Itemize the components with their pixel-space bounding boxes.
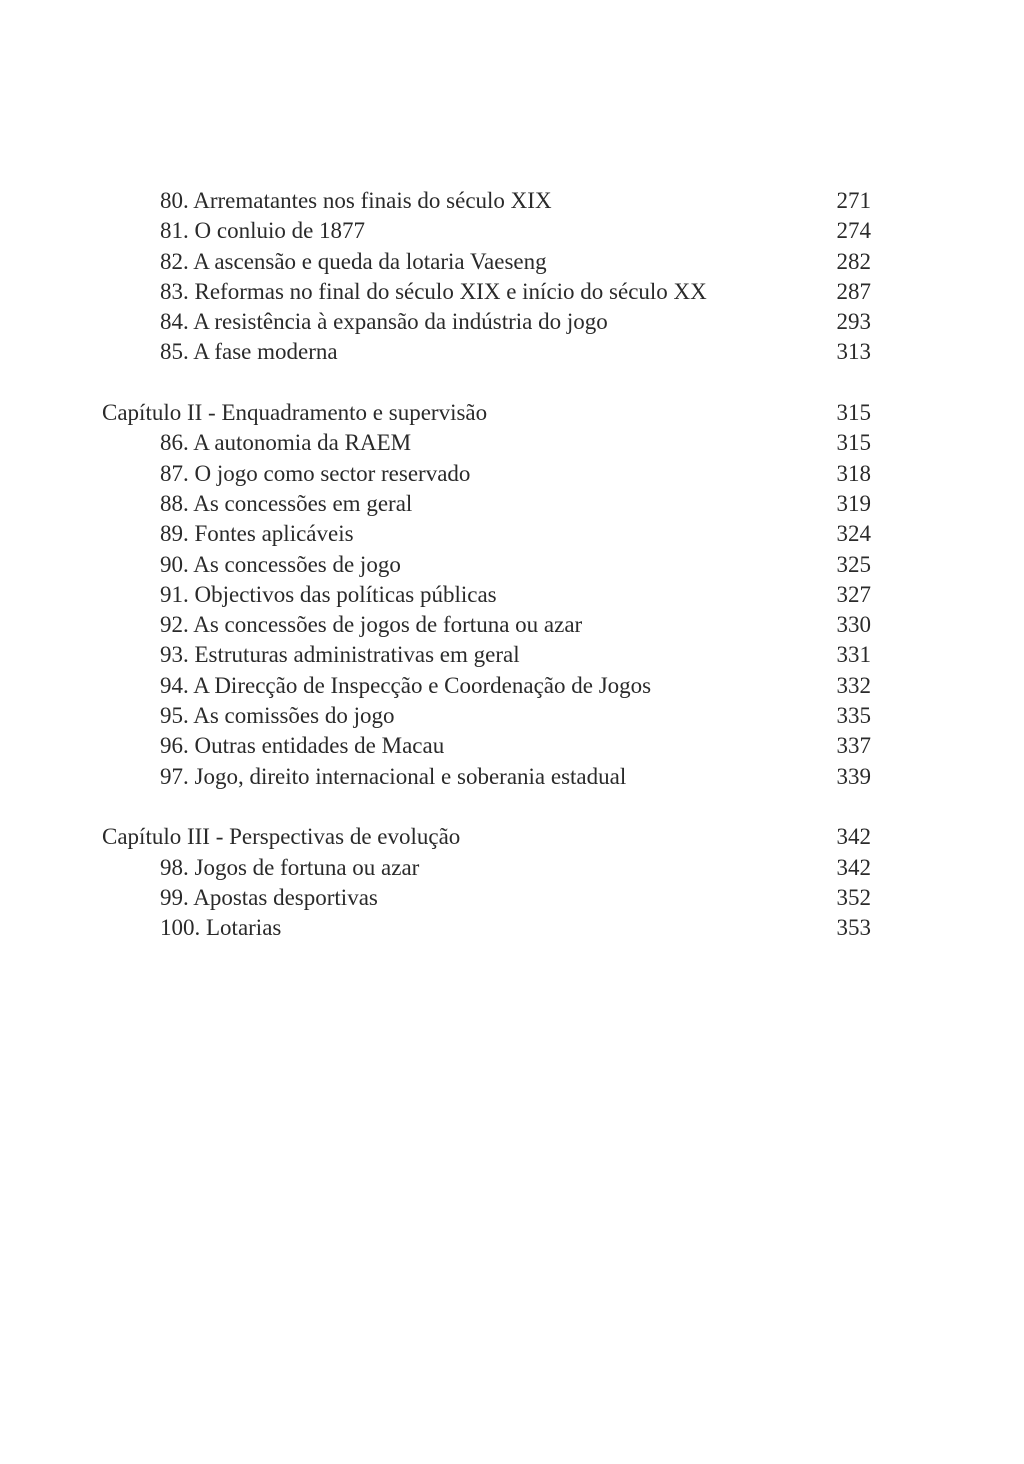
toc-entry-title: 80. Arrematantes nos finais do século XIX bbox=[160, 188, 552, 213]
toc-entry-page: 335 bbox=[836, 703, 871, 729]
toc-entry-page: 330 bbox=[836, 612, 871, 638]
toc-entry-100 bbox=[0, 913, 1024, 943]
toc-entry-91 bbox=[0, 580, 1024, 610]
toc-entry-86 bbox=[0, 428, 1024, 458]
toc-entry-page: 325 bbox=[836, 551, 871, 577]
toc-entry-97 bbox=[0, 762, 1024, 792]
toc-entry-page: 324 bbox=[836, 521, 871, 547]
toc-entry-title: 86. A autonomia da RAEM bbox=[160, 430, 412, 456]
toc-entry-page: 342 bbox=[836, 854, 871, 880]
toc-entry-page: 318 bbox=[836, 460, 871, 486]
toc-entry-title: 83. Reformas no final do século XIX e início do século XX bbox=[160, 278, 707, 304]
toc-chapter-title: Capítulo II - Enquadramento e supervisão bbox=[102, 400, 488, 426]
table-of-contents bbox=[0, 186, 1024, 943]
toc-entry-89 bbox=[0, 519, 1024, 549]
toc-entry-page: 315 bbox=[836, 430, 871, 456]
toc-entry-87 bbox=[0, 459, 1024, 489]
toc-entry-82 bbox=[0, 247, 1024, 277]
toc-entry-page: 274 bbox=[836, 218, 871, 244]
toc-entry-90 bbox=[0, 550, 1024, 580]
toc-entry-title: 95. As comissões do jogo bbox=[160, 703, 395, 729]
toc-entry-85 bbox=[0, 337, 1024, 367]
toc-entry-title: 92. As concessões de jogos de fortuna ou azar bbox=[160, 612, 583, 638]
toc-entry-title: 90. As concessões de jogo bbox=[160, 551, 401, 577]
toc-entry-page: 352 bbox=[836, 884, 871, 910]
toc-entry-page: 339 bbox=[836, 763, 871, 789]
toc-entry-92 bbox=[0, 610, 1024, 640]
toc-chapter-page: 315 bbox=[836, 400, 871, 426]
toc-entry-80 bbox=[0, 186, 1024, 216]
toc-entry-84 bbox=[0, 307, 1024, 337]
toc-entry-title: 82. A ascensão e queda da lotaria Vaeseng bbox=[160, 248, 547, 274]
toc-entry-94 bbox=[0, 671, 1024, 701]
toc-entry-81 bbox=[0, 216, 1024, 246]
toc-entry-page: 332 bbox=[836, 672, 871, 698]
toc-entry-page: 293 bbox=[836, 309, 871, 335]
toc-entry-title: 89. Fontes aplicáveis bbox=[160, 521, 354, 547]
toc-entry-page: 331 bbox=[836, 642, 871, 668]
toc-entry-page: 271 bbox=[836, 188, 871, 213]
toc-entry-title: 99. Apostas desportivas bbox=[160, 884, 378, 910]
toc-entry-page: 337 bbox=[836, 733, 871, 759]
toc-entry-page: 319 bbox=[836, 490, 871, 516]
toc-entry-title: 100. Lotarias bbox=[160, 915, 282, 941]
toc-chapter-page: 342 bbox=[836, 824, 871, 850]
toc-entry-page: 353 bbox=[836, 915, 871, 941]
toc-entry-99 bbox=[0, 883, 1024, 913]
toc-chapter-title: Capítulo III - Perspectivas de evolução bbox=[102, 824, 461, 850]
toc-entry-title: 84. A resistência à expansão da indústria do jogo bbox=[160, 309, 608, 335]
toc-entry-title: 81. O conluio de 1877 bbox=[160, 218, 366, 244]
toc-entry-title: 96. Outras entidades de Macau bbox=[160, 733, 445, 759]
toc-chapter-2 bbox=[0, 398, 1024, 428]
toc-chapter-3 bbox=[0, 822, 1024, 852]
toc-entry-title: 98. Jogos de fortuna ou azar bbox=[160, 854, 420, 880]
toc-entry-88 bbox=[0, 489, 1024, 519]
toc-entry-title: 94. A Direcção de Inspecção e Coordenação de Jogos bbox=[160, 672, 652, 698]
toc-entry-95 bbox=[0, 701, 1024, 731]
toc-entry-83 bbox=[0, 277, 1024, 307]
toc-entry-98 bbox=[0, 853, 1024, 883]
toc-entry-page: 282 bbox=[836, 248, 871, 274]
toc-entry-title: 85. A fase moderna bbox=[160, 339, 338, 365]
toc-entry-title: 88. As concessões em geral bbox=[160, 490, 413, 516]
toc-entry-96 bbox=[0, 731, 1024, 761]
toc-entry-title: 91. Objectivos das políticas públicas bbox=[160, 581, 497, 607]
toc-entry-title: 87. O jogo como sector reservado bbox=[160, 460, 471, 486]
toc-entry-93 bbox=[0, 640, 1024, 670]
toc-entry-title: 97. Jogo, direito internacional e soberania estadual bbox=[160, 763, 627, 789]
toc-entry-title: 93. Estruturas administrativas em geral bbox=[160, 642, 520, 668]
toc-entry-page: 287 bbox=[836, 278, 871, 304]
toc-entry-page: 313 bbox=[836, 339, 871, 365]
toc-entry-page: 327 bbox=[836, 581, 871, 607]
